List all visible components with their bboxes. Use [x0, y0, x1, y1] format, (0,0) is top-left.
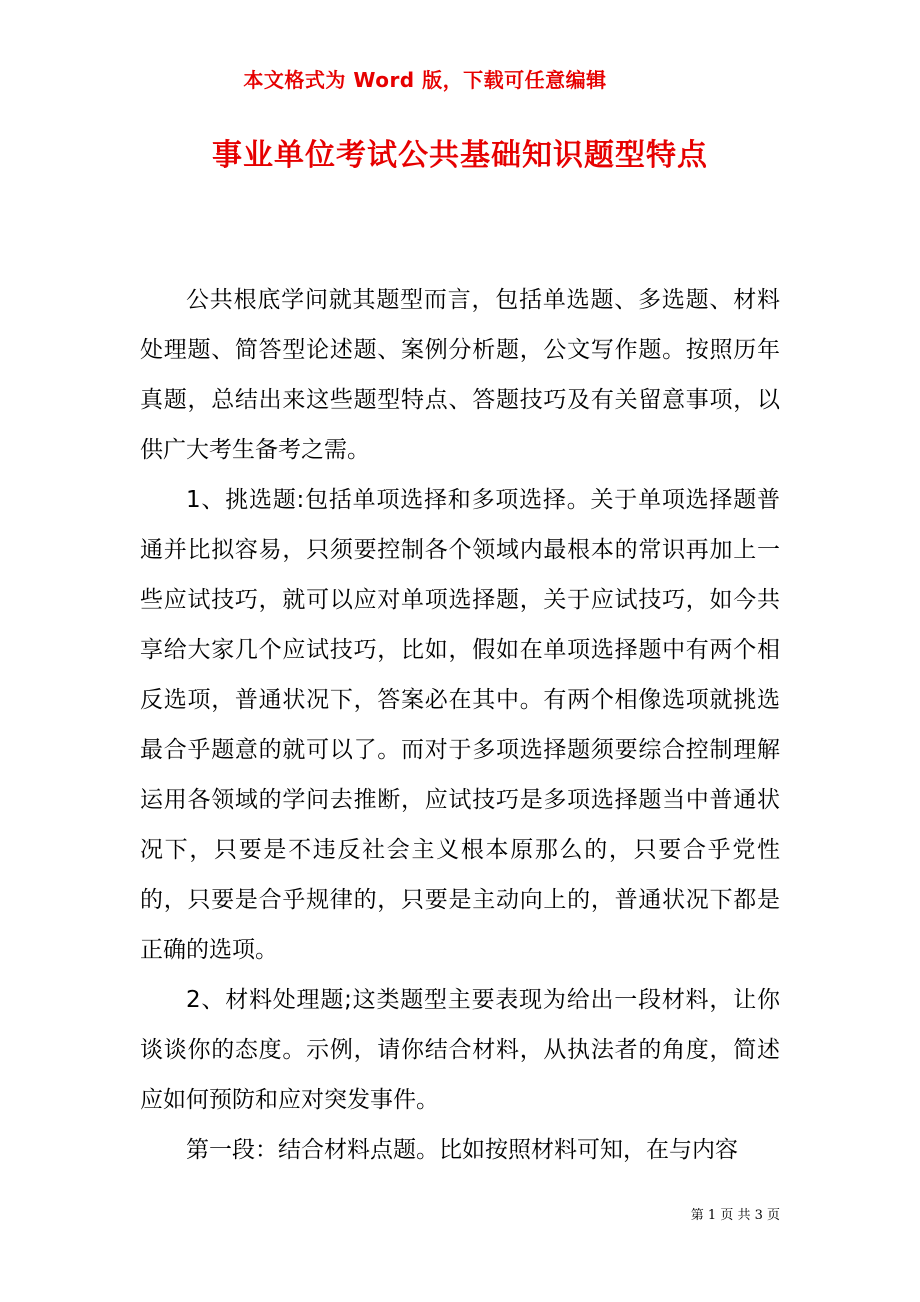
- paragraph-choice-questions: 1、挑选题:包括单项选择和多项选择。关于单项选择题普通并比拟容易，只须要控制各个领域内最根本的常识再加上一些应试技巧，就可以应对单项选择题，关于应试技巧，如今共享给大家几个应试技巧，比如，假如在单项选择题中有两个相反选项，普通状况下，答案必在其中。有两个相像选项就挑选最合乎题意的就可以了。而对于多项选择题须要综合控制理解运用各领域的学问去推断，应试技巧是多项选择题当中普通状况下，只要是不违反社会主义根本原那么的，只要合乎党性的，只要是合乎规律的，只要是主动向上的，普通状况下都是正确的选项。: [140, 487, 780, 963]
- document-title: 事业单位考试公共基础知识题型特点: [212, 138, 708, 173]
- paragraph-intro: 公共根底学问就其题型而言，包括单选题、多选题、材料处理题、简答型论述题、案例分析题，公文写作题。按照历年真题，总结出来这些题型特点、答题技巧及有关留意事项，以供广大考生备考之需。: [140, 287, 780, 463]
- paragraph-material-questions: 2、材料处理题;这类题型主要表现为给出一段材料，让你谈谈你的态度。示例，请你结合材料，从执法者的角度，简述应如何预防和应对突发事件。: [140, 987, 780, 1113]
- format-notice-banner: 本文格式为 Word 版，下载可任意编辑: [243, 68, 607, 92]
- page-number-footer: 第 1 页 共 3 页: [690, 1208, 780, 1223]
- paragraph-first-section: 第一段：结合材料点题。比如按照材料可知，在与内容: [186, 1137, 738, 1163]
- document-body: [140, 275, 780, 1175]
